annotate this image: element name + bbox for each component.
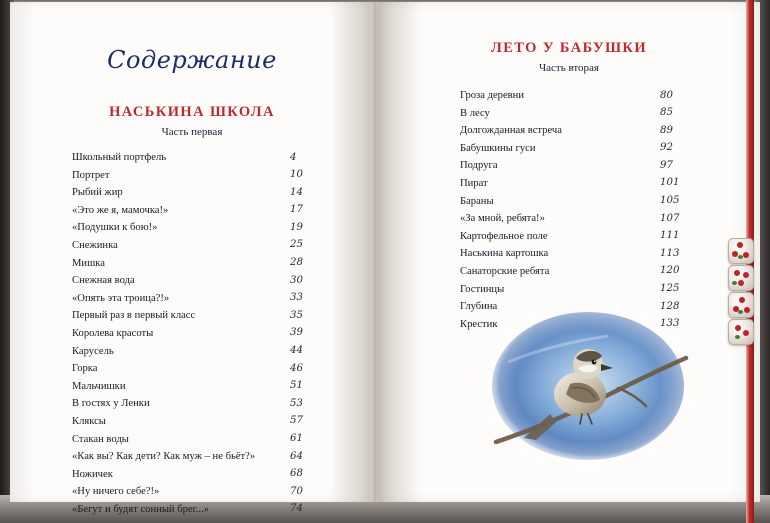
toc-entry xyxy=(460,266,690,284)
toc-entry-page: 128 xyxy=(660,300,680,312)
toc-entry xyxy=(460,125,690,143)
toc-entry-page: 120 xyxy=(660,265,680,277)
toc-entry-page: 19 xyxy=(290,221,303,233)
toc-entry xyxy=(460,178,690,196)
toc-entry-title: Глубина xyxy=(460,301,498,313)
toc-entry-page: 80 xyxy=(660,89,673,101)
right-toc-list xyxy=(460,90,690,336)
toc-entry-page: 113 xyxy=(660,247,680,259)
toc-entry xyxy=(72,398,312,416)
toc-entry-page: 97 xyxy=(660,159,673,171)
bead-2 xyxy=(728,265,754,291)
toc-entry-page: 4 xyxy=(290,151,297,163)
toc-entry-title: Крестик xyxy=(460,318,498,330)
toc-entry-title: Долгожданная встреча xyxy=(460,125,562,137)
toc-entry-page: 17 xyxy=(290,204,303,216)
toc-entry xyxy=(72,170,312,188)
toc-entry-page: 57 xyxy=(290,415,303,427)
toc-entry-title: Картофельное поле xyxy=(460,230,548,242)
bead-3 xyxy=(728,292,754,318)
toc-entry-page: 101 xyxy=(660,177,680,189)
toc-entry xyxy=(72,486,312,504)
toc-entry-page: 30 xyxy=(290,274,303,286)
toc-entry xyxy=(72,293,312,311)
toc-entry-page: 61 xyxy=(290,433,303,444)
toc-entry xyxy=(72,187,312,205)
toc-entry-title: В гостях у Ленки xyxy=(72,398,150,410)
toc-entry-page: 64 xyxy=(290,450,303,462)
toc-entry-title: Портрет xyxy=(72,169,110,181)
left-page xyxy=(10,2,374,515)
toc-entry-title: Подруга xyxy=(460,160,498,172)
toc-entry xyxy=(72,328,312,346)
toc-entry-page: 10 xyxy=(290,169,303,181)
toc-entry xyxy=(72,258,312,276)
toc-entry-title: «Это же я, мамочка!» xyxy=(72,204,169,216)
toc-entry xyxy=(460,248,690,266)
left-section-title: НАСЬКИНА ШКОЛА xyxy=(109,104,275,120)
toc-entry xyxy=(460,108,690,126)
toc-entry-page: 125 xyxy=(660,283,680,295)
toc-entry xyxy=(72,240,312,258)
right-section-title: ЛЕТО У БАБУШКИ xyxy=(490,40,648,56)
toc-entry-title: Санаторские ребята xyxy=(460,265,550,277)
toc-entry-page: 35 xyxy=(290,309,303,321)
sparrow-illustration xyxy=(478,302,702,472)
toc-entry-title: Ножичек xyxy=(72,468,113,480)
toc-entry xyxy=(460,284,690,302)
toc-entry-title: Королева красоты xyxy=(72,327,154,339)
toc-entry-title: Мишка xyxy=(72,257,105,269)
toc-entry xyxy=(460,143,690,161)
toc-entry-page: 14 xyxy=(290,186,303,198)
toc-entry-title: «Бегут и будят сонный брег...» xyxy=(72,503,210,515)
toc-entry-page: 28 xyxy=(290,257,303,269)
toc-entry-title: В лесу xyxy=(460,107,490,119)
toc-entry-title: Рыбий жир xyxy=(72,187,123,199)
toc-entry-page: 74 xyxy=(290,503,303,515)
toc-entry-title: «Ну ничего себе?!» xyxy=(72,486,160,498)
toc-entry xyxy=(72,381,312,399)
toc-entry-title: Гроза деревни xyxy=(460,90,525,101)
toc-entry xyxy=(460,90,690,108)
toc-entry xyxy=(460,231,690,249)
toc-entry xyxy=(460,213,690,231)
page-title: Содержание xyxy=(107,46,277,74)
toc-entry-title: Мальчишки xyxy=(72,380,126,392)
book-spread xyxy=(10,2,760,515)
toc-entry xyxy=(460,196,690,214)
toc-entry xyxy=(72,152,312,170)
toc-entry xyxy=(72,275,312,293)
toc-entry-page: 68 xyxy=(290,468,303,480)
left-section-subtitle: Часть первая xyxy=(161,126,223,138)
toc-entry xyxy=(72,346,312,364)
toc-entry xyxy=(72,504,312,522)
toc-entry-page: 70 xyxy=(290,485,303,497)
toc-entry-page: 89 xyxy=(660,124,673,136)
left-toc-list xyxy=(72,152,312,521)
toc-entry-page: 51 xyxy=(290,380,303,392)
toc-entry-title: «За мной, ребята!» xyxy=(460,213,545,225)
toc-entry-title: Кляксы xyxy=(72,415,106,427)
toc-entry-title: «Подушки к бою!» xyxy=(72,222,158,234)
toc-entry-page: 44 xyxy=(290,345,303,357)
toc-entry-title: Карусель xyxy=(72,345,114,357)
toc-entry-page: 92 xyxy=(660,142,673,154)
toc-entry xyxy=(72,310,312,328)
toc-entry-title: Пират xyxy=(460,177,488,189)
toc-entry-title: «Опять эта троица?!» xyxy=(72,292,170,304)
toc-entry-title: Гостинцы xyxy=(460,283,505,295)
toc-entry-title: Снежинка xyxy=(72,239,118,251)
toc-entry-page: 105 xyxy=(660,195,680,207)
right-page-gutter-shadow xyxy=(378,2,418,502)
toc-entry-page: 111 xyxy=(660,230,680,242)
toc-entry-page: 85 xyxy=(660,107,673,119)
toc-entry xyxy=(72,363,312,381)
left-page-gutter-shadow xyxy=(330,2,374,502)
toc-entry-title: «Как вы? Как дети? Как муж – не бьёт?» xyxy=(72,451,256,463)
toc-entry xyxy=(72,416,312,434)
toc-entry-title: Школьный портфель xyxy=(72,152,167,163)
bead-4 xyxy=(728,319,754,345)
toc-entry-page: 33 xyxy=(290,292,303,304)
toc-entry-title: Первый раз в первый класс xyxy=(72,310,196,322)
beaded-bookmark xyxy=(726,238,754,346)
toc-entry-title: Наськина картошка xyxy=(460,248,549,260)
toc-entry-title: Горка xyxy=(72,363,98,375)
toc-entry-page: 53 xyxy=(290,397,303,409)
right-page xyxy=(378,2,760,502)
toc-entry-page: 133 xyxy=(660,318,680,330)
toc-entry xyxy=(72,434,312,452)
toc-entry-page: 46 xyxy=(290,362,303,374)
bead-1 xyxy=(728,238,754,264)
toc-entry xyxy=(72,222,312,240)
toc-entry xyxy=(72,451,312,469)
right-section-subtitle: Часть вторая xyxy=(538,62,599,74)
toc-entry-title: Бараны xyxy=(460,195,494,207)
toc-entry-page: 39 xyxy=(290,327,303,339)
toc-entry-page: 107 xyxy=(660,212,680,224)
toc-entry-title: Стакан воды xyxy=(72,433,129,445)
toc-entry xyxy=(72,469,312,487)
toc-entry xyxy=(72,205,312,223)
toc-entry-title: Снежная вода xyxy=(72,275,135,287)
toc-entry-title: Бабушкины гуси xyxy=(460,142,536,154)
toc-entry xyxy=(460,160,690,178)
toc-entry-page: 25 xyxy=(290,239,303,251)
